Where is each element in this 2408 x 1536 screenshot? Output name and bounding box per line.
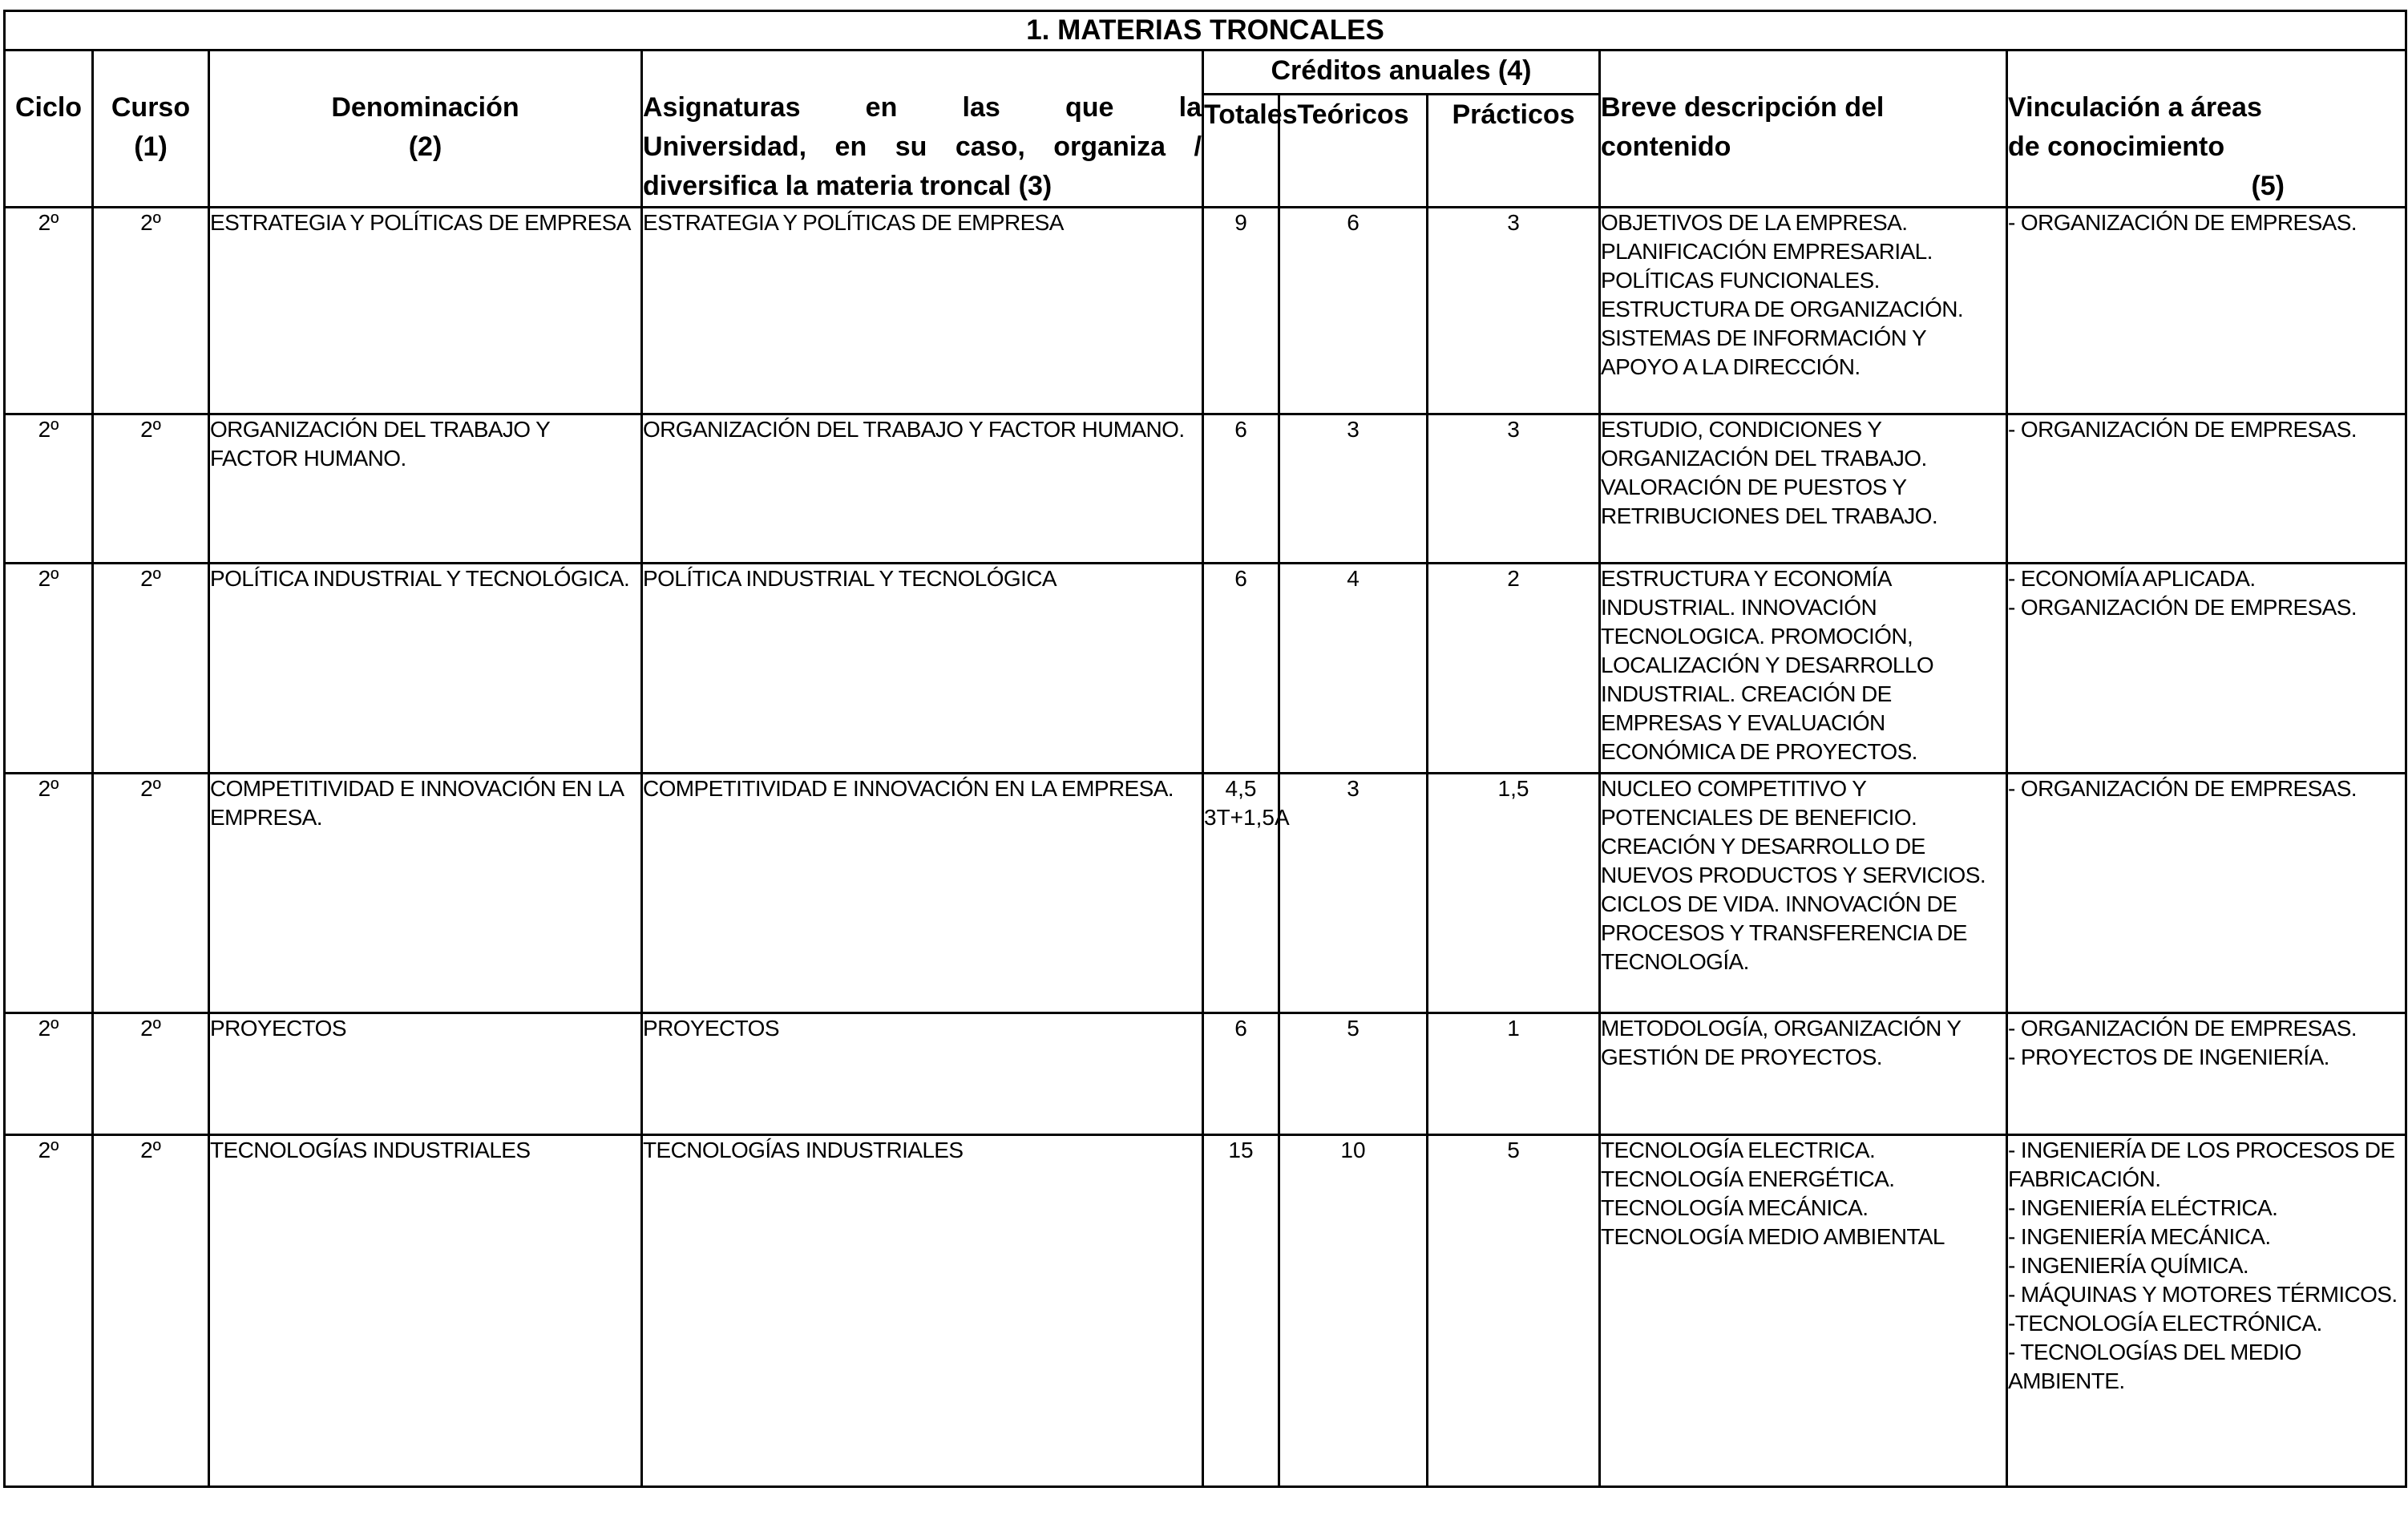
cell-descripcion: OBJETIVOS DE LA EMPRESA. PLANIFICACIÓN EMPRESARIAL. POLÍTICAS FUNCIONALES. ESTRUCTURA DE ORGANIZACIÓN. SISTEMAS DE INFORMACIÓN Y APOYO A LA DIRECCIÓN. — [1600, 208, 2007, 414]
header-denominacion-note: (2) — [408, 131, 442, 162]
header-vinculacion-note: (5) — [2251, 171, 2285, 201]
cell-ciclo: 2º — [5, 564, 93, 774]
vinculacion-item: - INGENIERÍA MECÁNICA. — [2008, 1224, 2271, 1249]
cell-asignaturas: PROYECTOS — [642, 1013, 1203, 1135]
table-row — [5, 208, 2406, 414]
cell-ciclo: 2º — [5, 414, 93, 564]
header-curso-label: Curso — [111, 92, 191, 123]
header-asignaturas-line3: diversifica la materia troncal (3) — [643, 171, 1052, 201]
totales-detail: 3T+1,5A — [1204, 805, 1290, 830]
vinculacion-item: - INGENIERÍA QUÍMICA. — [2008, 1253, 2249, 1278]
cell-descripcion: METODOLOGÍA, ORGANIZACIÓN Y GESTIÓN DE PROYECTOS. — [1600, 1013, 2007, 1135]
cell-practicos: 1,5 — [1428, 774, 1600, 1013]
cell-asignaturas: ESTRATEGIA Y POLÍTICAS DE EMPRESA — [642, 208, 1203, 414]
table-title — [5, 11, 2406, 51]
cell-practicos: 1 — [1428, 1013, 1600, 1135]
header-asignaturas — [642, 51, 1203, 208]
totales-value: 9 — [1234, 210, 1247, 235]
cell-vinculacion — [2007, 564, 2406, 774]
header-vinculacion-line1: Vinculación a áreas — [2008, 92, 2262, 123]
vinculacion-item: - ORGANIZACIÓN DE EMPRESAS. — [2008, 595, 2357, 620]
cell-practicos: 3 — [1428, 208, 1600, 414]
cell-curso: 2º — [93, 564, 209, 774]
cell-practicos: 3 — [1428, 414, 1600, 564]
vinculacion-item: - ORGANIZACIÓN DE EMPRESAS. — [2008, 776, 2357, 801]
table-row — [5, 774, 2406, 1013]
header-ciclo — [5, 51, 93, 208]
cell-ciclo: 2º — [5, 1135, 93, 1487]
vinculacion-item: - ECONOMÍA APLICADA. — [2008, 566, 2256, 591]
cell-vinculacion — [2007, 774, 2406, 1013]
cell-teoricos: 3 — [1279, 414, 1428, 564]
totales-value: 6 — [1234, 566, 1247, 591]
cell-totales — [1203, 414, 1279, 564]
vinculacion-item: -TECNOLOGÍA ELECTRÓNICA. — [2008, 1311, 2322, 1336]
cell-curso: 2º — [93, 414, 209, 564]
cell-curso: 2º — [93, 1013, 209, 1135]
vinculacion-item: - PROYECTOS DE INGENIERÍA. — [2008, 1045, 2329, 1069]
cell-asignaturas: POLÍTICA INDUSTRIAL Y TECNOLÓGICA — [642, 564, 1203, 774]
table-row — [5, 564, 2406, 774]
cell-teoricos: 6 — [1279, 208, 1428, 414]
vinculacion-item: - TECNOLOGÍAS DEL MEDIO AMBIENTE. — [2008, 1340, 2301, 1393]
header-vinculacion-line2: de conocimiento — [2008, 131, 2225, 162]
cell-totales — [1203, 774, 1290, 1013]
cell-denominacion: ORGANIZACIÓN DEL TRABAJO Y FACTOR HUMANO. — [209, 414, 642, 564]
vinculacion-item: - ORGANIZACIÓN DE EMPRESAS. — [2008, 417, 2357, 442]
cell-asignaturas: COMPETITIVIDAD E INNOVACIÓN EN LA EMPRESA. — [642, 774, 1203, 1013]
cell-teoricos: 5 — [1279, 1013, 1428, 1135]
cell-ciclo: 2º — [5, 208, 93, 414]
cell-denominacion: COMPETITIVIDAD E INNOVACIÓN EN LA EMPRESA. — [209, 774, 642, 1013]
vinculacion-item: - ORGANIZACIÓN DE EMPRESAS. — [2008, 1016, 2357, 1041]
header-descripcion — [1600, 51, 2007, 208]
cell-denominacion: PROYECTOS — [209, 1013, 642, 1135]
header-denominacion — [209, 51, 642, 208]
cell-descripcion: ESTRUCTURA Y ECONOMÍA INDUSTRIAL. INNOVACIÓN TECNOLOGICA. PROMOCIÓN, LOCALIZACIÓN Y DESARROLLO INDUSTRIAL. CREACIÓN DE EMPRESAS Y EVALUACIÓN ECONÓMICA DE PROYECTOS. — [1600, 564, 2007, 774]
cell-denominacion: ESTRATEGIA Y POLÍTICAS DE EMPRESA — [209, 208, 642, 414]
cell-vinculacion — [2007, 1135, 2406, 1487]
header-asignaturas-line1: Asignaturas en las que la — [643, 92, 1202, 123]
header-practicos — [1428, 95, 1600, 208]
cell-vinculacion — [2007, 208, 2406, 414]
vinculacion-item: - INGENIERÍA DE LOS PROCESOS DE FABRICACIÓN. — [2008, 1138, 2395, 1191]
cell-descripcion: ESTUDIO, CONDICIONES Y ORGANIZACIÓN DEL TRABAJO. VALORACIÓN DE PUESTOS Y RETRIBUCIONES DEL TRABAJO. — [1600, 414, 2007, 564]
title-text: 1. MATERIAS TRONCALES — [1026, 14, 1384, 46]
cell-teoricos: 4 — [1279, 564, 1428, 774]
cell-curso: 2º — [93, 208, 209, 414]
totales-value: 6 — [1234, 417, 1247, 442]
cell-asignaturas: ORGANIZACIÓN DEL TRABAJO Y FACTOR HUMANO. — [642, 414, 1203, 564]
header-curso-note: (1) — [134, 131, 168, 162]
cell-totales — [1203, 1013, 1279, 1135]
vinculacion-item: - INGENIERÍA ELÉCTRICA. — [2008, 1195, 2278, 1220]
header-asignaturas-line2: Universidad, en su caso, organiza / — [643, 131, 1202, 162]
materias-troncales-table — [3, 10, 2407, 1488]
cell-descripcion: NUCLEO COMPETITIVO Y POTENCIALES DE BENEFICIO. CREACIÓN Y DESARROLLO DE NUEVOS PRODUCTOS Y SERVICIOS. CICLOS DE VIDA. INNOVACIÓN DE PROCESOS Y TRANSFERENCIA DE TECNOLOGÍA. — [1600, 774, 2007, 1013]
cell-vinculacion — [2007, 414, 2406, 564]
totales-value: 6 — [1234, 1016, 1247, 1041]
cell-ciclo: 2º — [5, 774, 93, 1013]
header-ciclo-label: Ciclo — [14, 92, 83, 123]
header-descripcion-line1: Breve descripción del — [1601, 92, 1885, 123]
cell-ciclo: 2º — [5, 1013, 93, 1135]
header-descripcion-line2: contenido — [1601, 131, 1731, 162]
header-creditos-label: Créditos anuales (4) — [1271, 55, 1532, 86]
totales-value: 4,5 — [1225, 776, 1257, 801]
cell-teoricos: 3 — [1279, 774, 1428, 1013]
cell-curso: 2º — [93, 774, 209, 1013]
header-curso — [93, 51, 209, 208]
cell-denominacion: TECNOLOGÍAS INDUSTRIALES — [209, 1135, 642, 1487]
cell-totales — [1203, 208, 1279, 414]
cell-totales — [1203, 564, 1279, 774]
table-row — [5, 1013, 2406, 1135]
table-row — [5, 414, 2406, 564]
header-denominacion-label: Denominación — [331, 92, 519, 123]
header-teoricos — [1279, 95, 1428, 208]
cell-vinculacion — [2007, 1013, 2406, 1135]
header-teoricos-label: Teóricos — [1297, 99, 1409, 131]
header-totales — [1203, 95, 1298, 208]
cell-asignaturas: TECNOLOGÍAS INDUSTRIALES — [642, 1135, 1203, 1487]
cell-totales — [1203, 1135, 1279, 1487]
cell-practicos: 2 — [1428, 564, 1600, 774]
cell-descripcion: TECNOLOGÍA ELECTRICA. TECNOLOGÍA ENERGÉTICA. TECNOLOGÍA MECÁNICA. TECNOLOGÍA MEDIO AMBIENTAL — [1600, 1135, 2007, 1487]
vinculacion-item: - ORGANIZACIÓN DE EMPRESAS. — [2008, 210, 2357, 235]
totales-value: 15 — [1228, 1138, 1254, 1162]
cell-practicos: 5 — [1428, 1135, 1600, 1487]
header-creditos — [1203, 51, 1600, 95]
header-totales-label: Totales — [1204, 99, 1298, 131]
cell-teoricos: 10 — [1279, 1135, 1428, 1487]
cell-curso: 2º — [93, 1135, 209, 1487]
cell-denominacion: POLÍTICA INDUSTRIAL Y TECNOLÓGICA. — [209, 564, 642, 774]
table-row — [5, 1135, 2406, 1487]
header-vinculacion — [2007, 51, 2406, 208]
vinculacion-item: - MÁQUINAS Y MOTORES TÉRMICOS. — [2008, 1282, 2398, 1307]
header-practicos-label: Prácticos — [1452, 99, 1575, 131]
